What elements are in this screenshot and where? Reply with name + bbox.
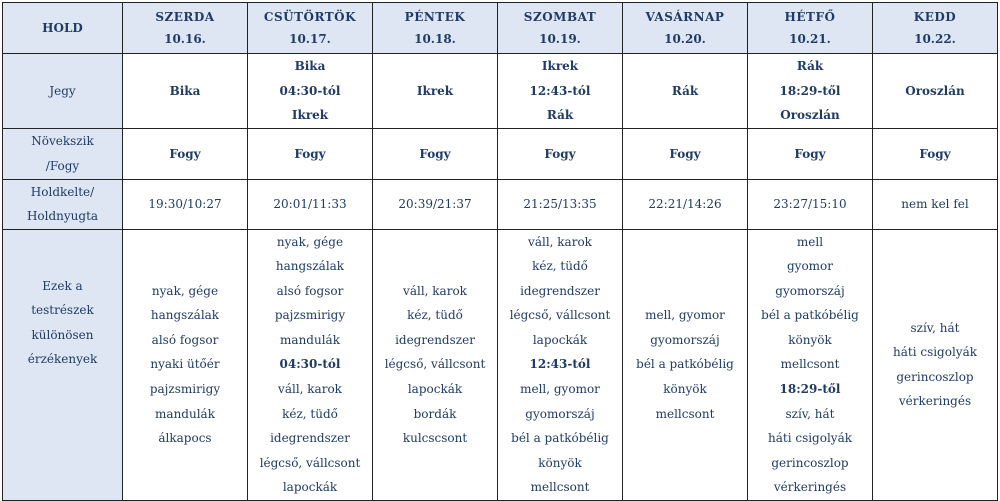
body-part-line: lapockák [282,480,338,495]
jegy-line: Bika [294,59,326,73]
label-line: érzékenyek [27,352,98,366]
row-label-novekszik [3,128,123,179]
body-part-line: mellcsont [530,480,590,495]
body-part-line: nyak, gége [151,283,219,298]
label-line: különösen [31,327,94,342]
body-part-line: bordák [413,406,457,421]
body-part-line: háti csigolyák [892,345,978,360]
jegy-line: Oroszlán [905,83,965,98]
body-parts-cell [623,229,748,501]
label-line: /Fogy [45,158,80,173]
jegy-line: 18:29-től [779,83,841,98]
body-part-line: mellcsont [780,357,840,372]
body-parts-cell [748,229,873,501]
phase-cell: Fogy [373,128,498,179]
body-part-line: szív, hát [910,320,960,335]
body-part-line: 18:29-től [779,382,841,397]
body-part-line: vérkeringés [898,394,972,409]
header-row [3,3,998,54]
body-parts-cell [248,229,373,501]
header-day-kedd [873,3,998,54]
body-parts-cell [873,229,998,501]
day-date: 10.16. [164,32,206,46]
body-part-line: lapockák [532,332,588,347]
body-part-line: gerincoszlop [896,369,974,384]
body-part-line: könyök [663,382,707,397]
day-name: PÉNTEK [404,10,466,24]
body-part-line: kéz, tüdő [282,406,338,421]
phase-cell: Fogy [623,128,748,179]
body-part-line: hangszálak [150,308,220,323]
jegy-cell [873,54,998,129]
label-line: Holdnyugta [26,209,99,223]
moonrise-cell: nem kel fel [873,179,998,229]
row-label-jegy: Jegy [3,54,123,129]
moonrise-cell: 22:21/14:26 [623,179,748,229]
body-part-line: pajzsmirigy [149,382,221,397]
body-part-line: 12:43-tól [529,357,591,372]
body-parts-cell [373,229,498,501]
body-part-line: szív, hát [785,406,835,421]
jegy-line: 04:30-tól [279,83,341,98]
body-part-line: mandulák [280,332,340,347]
row-novekszik [3,128,998,179]
moonrise-cell: 19:30/10:27 [123,179,248,229]
jegy-cell [748,54,873,129]
body-part-line: bél a patkóbélig [761,308,859,323]
jegy-cell [123,54,248,129]
day-name: CSÜTÖRTÖK [263,10,357,24]
day-name: SZOMBAT [523,10,597,24]
header-day-vasarnap [623,3,748,54]
day-date: 10.18. [414,32,456,46]
body-part-line: bél a patkóbélig [511,431,609,446]
body-part-line: idegrendszer [395,332,475,347]
day-name: VASÁRNAP [645,10,725,24]
body-part-line: mellcsont [655,406,715,421]
body-part-line: légcső, vállcsont [259,455,361,470]
body-part-line: 04:30-tól [279,357,341,372]
body-parts-cell [123,229,248,501]
body-part-line: gyomorszáj [775,283,845,298]
phase-cell: Fogy [498,128,623,179]
phase-cell: Fogy [123,128,248,179]
header-day-pentek [373,3,498,54]
row-label-holdkelte [3,179,123,229]
jegy-line: Bika [169,83,201,98]
header-day-hetfo [748,3,873,54]
body-part-line: kulcscsont [402,431,468,446]
day-date: 10.19. [539,32,581,46]
label-line: Növekszik [31,134,94,148]
body-part-line: légcső, vállcsont [509,308,611,323]
body-part-line: mell [796,234,824,249]
jegy-cell [373,54,498,129]
body-part-line: lapockák [407,382,463,397]
jegy-line: Ikrek [416,83,454,98]
body-part-line: váll, karok [403,283,467,298]
body-part-line: álkapocs [158,431,212,446]
phase-cell: Fogy [248,128,373,179]
phase-cell: Fogy [873,128,998,179]
body-part-line: alsó fogsor [151,332,219,347]
body-part-line: mandulák [155,406,215,421]
body-part-line: bél a patkóbélig [636,357,734,372]
header-day-szombat [498,3,623,54]
label-line: Holdkelte/ [30,184,95,199]
day-name: KEDD [913,10,957,24]
body-part-line: alsó fogsor [276,283,344,298]
body-part-line: kéz, tüdő [532,259,588,274]
body-part-line: idegrendszer [520,283,600,298]
jegy-line: Oroszlán [780,108,840,122]
label-line: Ezek a [42,278,83,293]
label-line: testrészek [31,303,94,317]
body-part-line: váll, karok [278,382,342,397]
body-part-line: idegrendszer [270,431,350,446]
jegy-cell [248,54,373,129]
body-part-line: háti csigolyák [767,431,853,446]
jegy-cell [623,54,748,129]
jegy-cell [498,54,623,129]
body-part-line: kéz, tüdő [407,308,463,323]
header-day-csutortok [248,3,373,54]
row-testreszek [3,229,998,501]
moonrise-cell: 21:25/13:35 [498,179,623,229]
moonrise-cell: 20:39/21:37 [373,179,498,229]
body-part-line: hangszálak [275,259,345,274]
day-date: 10.21. [789,32,831,46]
header-day-szerda [123,3,248,54]
header-hold: HOLD [3,3,123,54]
phase-cell: Fogy [748,128,873,179]
jegy-line: Rák [796,59,824,73]
jegy-line: Ikrek [541,59,579,73]
body-part-line: váll, karok [528,234,592,249]
day-date: 10.17. [289,32,331,46]
day-name: SZERDA [155,10,215,24]
body-parts-cell [498,229,623,501]
row-label-testreszek [3,229,123,501]
body-part-line: gyomorszáj [650,332,720,347]
moon-calendar-table [2,2,998,501]
body-part-line: nyak, gége [276,234,344,249]
jegy-line: 12:43-tól [529,83,591,98]
body-part-line: vérkeringés [773,480,847,495]
moonrise-cell: 23:27/15:10 [748,179,873,229]
body-part-line: gyomorszáj [525,406,595,421]
body-part-line: légcső, vállcsont [384,357,486,372]
body-part-line: mell, gyomor [520,382,600,397]
body-part-line: gyomor [786,259,834,274]
day-name: HÉTFŐ [784,10,836,24]
row-holdkelte [3,179,998,229]
body-part-line: könyök [538,455,582,470]
body-part-line: könyök [788,332,832,347]
day-date: 10.22. [914,32,956,46]
body-part-line: mell, gyomor [645,308,725,323]
jegy-line: Rák [546,108,574,122]
body-part-line: pajzsmirigy [274,308,346,323]
jegy-line: Ikrek [291,108,329,122]
jegy-line: Rák [671,83,699,98]
body-part-line: gerincoszlop [771,455,849,470]
row-jegy [3,54,998,129]
moonrise-cell: 20:01/11:33 [248,179,373,229]
body-part-line: nyaki ütőér [150,357,220,372]
day-date: 10.20. [664,32,706,46]
